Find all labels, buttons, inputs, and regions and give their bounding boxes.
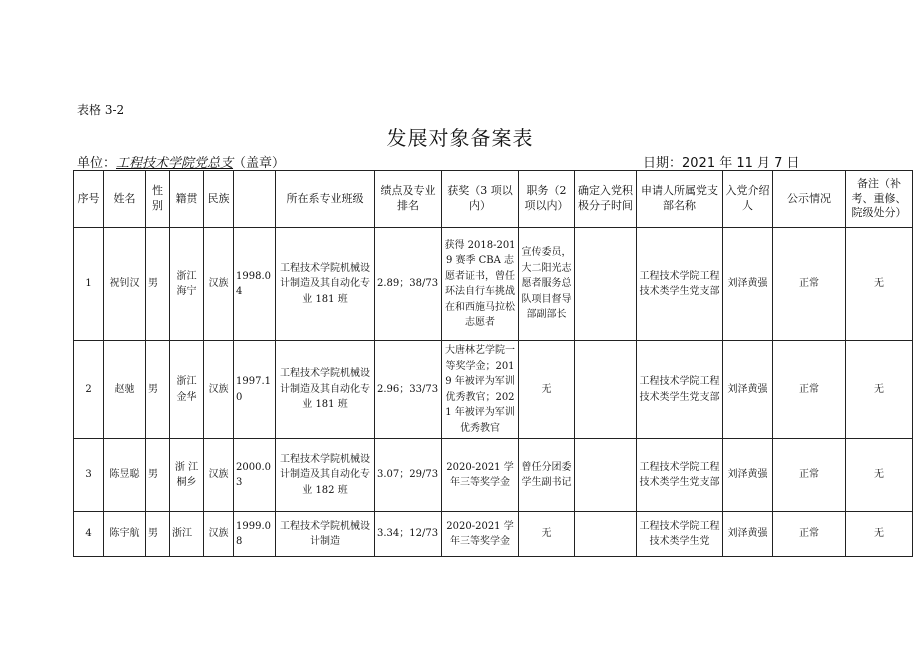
table-row <box>74 228 913 341</box>
cell-publicity: 正常 <box>773 439 846 512</box>
cell-no: 2 <box>74 341 104 439</box>
cell-no: 3 <box>74 439 104 512</box>
cell-duty: 无 <box>519 512 575 557</box>
cell-awards: 获得 2018-2019 赛季 CBA 志愿者证书，曾任环法自行车挑战在和西施马拉松志愿者 <box>442 228 519 341</box>
header-cell: 职务（2 项以内） <box>519 171 575 228</box>
cell-duty: 宣传委员，大二阳光志愿者服务总队项目督导部副部长 <box>519 228 575 341</box>
document-label: 表格 3-2 <box>77 103 125 117</box>
cell-introducer: 刘泽黄强 <box>723 228 773 341</box>
header-cell: 性别 <box>146 171 170 228</box>
cell-activist-time <box>575 228 637 341</box>
table-header-row <box>74 171 913 228</box>
cell-name: 祝钊汉 <box>104 228 146 341</box>
cell-branch: 工程技术学院工程技术类学生党支部 <box>637 439 723 512</box>
table-row <box>74 512 913 557</box>
cell-awards: 2020-2021 学年三等奖学金 <box>442 439 519 512</box>
header-cell: 序号 <box>74 171 104 228</box>
cell-origin: 浙江金华 <box>170 341 204 439</box>
cell-publicity: 正常 <box>773 512 846 557</box>
header-cell: 民族 <box>204 171 234 228</box>
cell-branch: 工程技术学院工程技术类学生党支部 <box>637 228 723 341</box>
header-cell: 申请人所属党支部名称 <box>637 171 723 228</box>
cell-class: 工程技术学院机械设计制造及其自动化专业 181 班 <box>276 341 375 439</box>
header-cell: 姓名 <box>104 171 146 228</box>
cell-publicity: 正常 <box>773 341 846 439</box>
cell-name: 陈昱聪 <box>104 439 146 512</box>
cell-gender: 男 <box>146 439 170 512</box>
header-cell <box>234 171 276 228</box>
header-cell: 所在系专业班级 <box>276 171 375 228</box>
cell-gpa: 2.89；38/73 <box>375 228 442 341</box>
table-row <box>74 439 913 512</box>
header-cell: 入党介绍人 <box>723 171 773 228</box>
unit-seal-note: （盖章） <box>233 156 286 171</box>
cell-publicity: 正常 <box>773 228 846 341</box>
header-cell: 籍贯 <box>170 171 204 228</box>
unit-prefix: 单位： <box>77 156 117 171</box>
cell-duty: 无 <box>519 341 575 439</box>
page-title: 发展对象备案表 <box>386 126 534 150</box>
cell-gpa: 3.07；29/73 <box>375 439 442 512</box>
cell-activist-time <box>575 512 637 557</box>
cell-ethnic: 汉族 <box>204 439 234 512</box>
cell-no: 1 <box>74 228 104 341</box>
record-table <box>73 170 913 557</box>
cell-remark: 无 <box>846 228 913 341</box>
header-cell: 获奖（3 项以内） <box>442 171 519 228</box>
cell-introducer: 刘泽黄强 <box>723 512 773 557</box>
cell-birth: 1998.04 <box>234 228 276 341</box>
table-row <box>74 341 913 439</box>
cell-class: 工程技术学院机械设计制造及其自动化专业 182 班 <box>276 439 375 512</box>
cell-origin: 浙江 <box>170 512 204 557</box>
cell-birth: 1997.10 <box>234 341 276 439</box>
cell-class: 工程技术学院机械设计制造及其自动化专业 181 班 <box>276 228 375 341</box>
cell-class: 工程技术学院机械设计制造 <box>276 512 375 557</box>
cell-origin: 浙 江桐乡 <box>170 439 204 512</box>
cell-introducer: 刘泽黄强 <box>723 341 773 439</box>
header-cell: 备注（补考、重修、院级处分） <box>846 171 913 228</box>
unit-organization: 工程技术学院党总支 <box>116 156 234 171</box>
header-cell: 绩点及专业排名 <box>375 171 442 228</box>
cell-awards: 2020-2021 学年三等奖学金 <box>442 512 519 557</box>
cell-ethnic: 汉族 <box>204 341 234 439</box>
cell-gender: 男 <box>146 228 170 341</box>
cell-name: 陈宇航 <box>104 512 146 557</box>
unit-line <box>77 152 285 171</box>
cell-gender: 男 <box>146 512 170 557</box>
cell-activist-time <box>575 439 637 512</box>
cell-branch: 工程技术学院工程技术类学生党 <box>637 512 723 557</box>
cell-activist-time <box>575 341 637 439</box>
cell-origin: 浙江海宁 <box>170 228 204 341</box>
cell-branch: 工程技术学院工程技术类学生党支部 <box>637 341 723 439</box>
cell-gpa: 3.34；12/73 <box>375 512 442 557</box>
cell-birth: 1999.08 <box>234 512 276 557</box>
cell-birth: 2000.03 <box>234 439 276 512</box>
cell-remark: 无 <box>846 439 913 512</box>
cell-duty: 曾任分团委学生副书记 <box>519 439 575 512</box>
cell-remark: 无 <box>846 512 913 557</box>
header-cell: 确定入党积极分子时间 <box>575 171 637 228</box>
header-cell: 公示情况 <box>773 171 846 228</box>
cell-ethnic: 汉族 <box>204 228 234 341</box>
cell-awards: 大唐林艺学院一等奖学金；2019 年被评为军训优秀教官；2021 年被评为军训优秀教官 <box>442 341 519 439</box>
cell-introducer: 刘泽黄强 <box>723 439 773 512</box>
cell-gpa: 2.96；33/73 <box>375 341 442 439</box>
cell-ethnic: 汉族 <box>204 512 234 557</box>
cell-no: 4 <box>74 512 104 557</box>
date-line: 日期：2021 年 11 月 7 日 <box>643 156 800 171</box>
cell-remark: 无 <box>846 341 913 439</box>
cell-name: 赵驰 <box>104 341 146 439</box>
cell-gender: 男 <box>146 341 170 439</box>
